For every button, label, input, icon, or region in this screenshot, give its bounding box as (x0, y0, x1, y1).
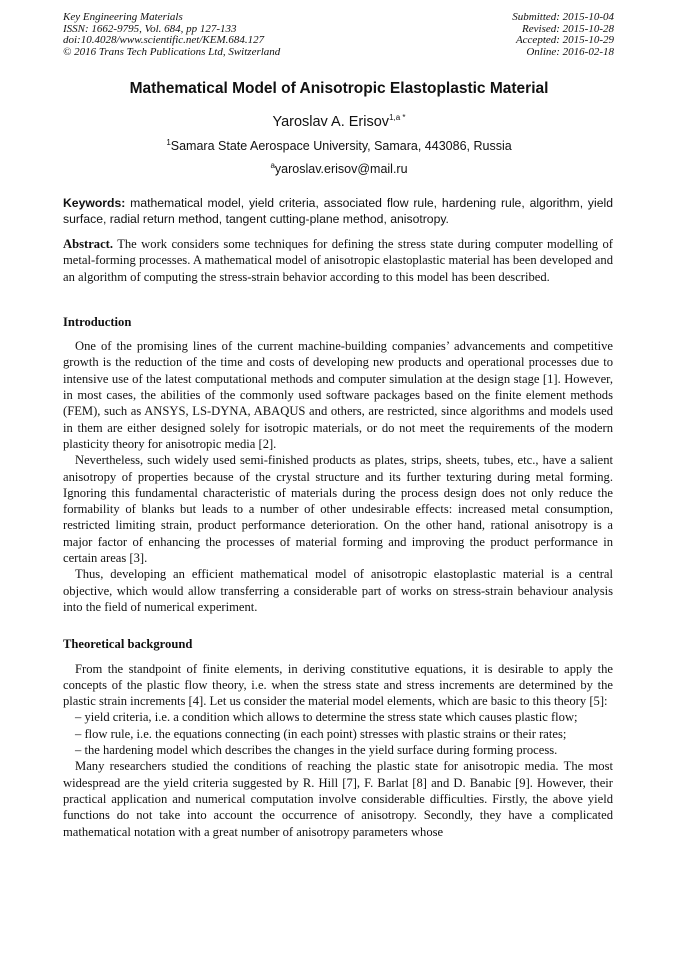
section-heading-introduction: Introduction (63, 314, 132, 329)
abstract-text: The work considers some techniques for defining the stress state during computer modelling of metal-forming processes. A mathematical model of anisotropic elastoplastic material has been developed and an algorithm of computing the stress-strain behavior according to this model has been described. (63, 237, 613, 284)
affiliation (0, 138, 678, 153)
email-text: yaroslav.erisov@mail.ru (274, 162, 408, 177)
affiliation-sup: 1 (166, 138, 171, 147)
revised-date: Revised: 2015-10-28 (522, 22, 614, 35)
keywords (63, 195, 613, 228)
author (0, 113, 678, 130)
journal-info (63, 12, 280, 58)
abstract-label: Abstract. (63, 237, 114, 251)
paragraph: Nevertheless, such widely used semi-finished products as plates, strips, sheets, tubes, etc., have a salient anisotropy of properties because of the crystal structure and its further texturing during metal forming. Ignoring this fundamental characteristic of materials during the process design does not only reduce the formability of blanks but leads to a number of other undesirable effects: increased metal consumption, restricted limiting strain, product performance deterioration. On the other hand, rational anisotropy is a major factor of enhancing the processes of material forming and improving the product performance in certain areas [3]. (63, 453, 613, 566)
paragraph: Thus, developing an efficient mathematical model of anisotropic elastoplastic material is a central objective, which would allow transferring a considerable part of works on stress-strain behaviour analysis into the field of numerical experiment. (63, 567, 613, 614)
section-heading-theoretical-background: Theoretical background (63, 637, 193, 652)
email-sup: a (270, 161, 275, 170)
journal-doi: doi:10.4028/www.scientific.net/KEM.684.127 (63, 34, 265, 47)
online-date: Online: 2016-02-18 (526, 45, 614, 58)
paragraph: From the standpoint of finite elements, in deriving constitutive equations, it is desirable to apply the concepts of the plastic flow theory, i.e. when the stress state and stress increments are determined by the plastic strain increments [4]. Let us consider the material model elements, which are basic to this theory [5]: (63, 661, 613, 709)
abstract (63, 236, 613, 285)
affiliation-text: Samara State Aerospace University, Samara, 443086, Russia (170, 139, 512, 154)
keywords-label: Keywords: (63, 196, 126, 210)
author-name: Yaroslav A. Erisov (272, 113, 390, 130)
journal-issn: ISSN: 1662-9795, Vol. 684, pp 127-133 (63, 22, 237, 35)
paper-title: Mathematical Model of Anisotropic Elastoplastic Material (129, 80, 549, 97)
author-sup: 1,a * (389, 113, 406, 122)
paragraph: Many researchers studied the conditions of reaching the plastic state for anisotropic media. The most widespread are the yield criteria suggested by R. Hill [7], F. Barlat [8] and D. Banabic [9]. However, their practical application and numerical computation involve considerable difficulties. Firstly, the above yield functions do not take into account the occurrence of anisotropy. Secondly, they have a complicated mathematical notation with a great number of anisotropy parameters whose (63, 759, 613, 839)
keywords-text: mathematical model, yield criteria, associated flow rule, hardening rule, algorithm, yield surface, radial return method, tangent cutting-plane method, anisotropy. (63, 196, 613, 227)
journal-copyright: © 2016 Trans Tech Publications Ltd, Switzerland (63, 45, 281, 58)
submitted-date: Submitted: 2015-10-04 (512, 11, 614, 23)
list-item: – the hardening model which describes the changes in the yield surface during forming process. (75, 743, 558, 758)
list-item: – yield criteria, i.e. a condition which allows to determine the stress state which causes plastic flow; (75, 710, 578, 725)
publication-dates (512, 12, 614, 58)
paragraph: One of the promising lines of the current machine-building companies’ advancements and competitive growth is the reduction of the time and costs of developing new products and operational processes due to intensive use of the latest computational methods and computer simulation at the design stage [1]. However, in most cases, the abilities of the commonly used software packages based on the finite element methods (FEM), such as ANSYS, LS-DYNA, ABAQUS and others, are restricted, since algorithms and models used in them are either designed solely for isotropic materials, or do not meet the requirements of the modern plasticity theory for anisotropic media [2]. (63, 339, 613, 451)
journal-name: Key Engineering Materials (63, 11, 183, 23)
main-text (63, 236, 613, 840)
list-item: – flow rule, i.e. the equations connecting (in each point) stresses with plastic strains or their rates; (75, 726, 567, 741)
email (0, 161, 678, 176)
accepted-date: Accepted: 2015-10-29 (515, 34, 614, 47)
